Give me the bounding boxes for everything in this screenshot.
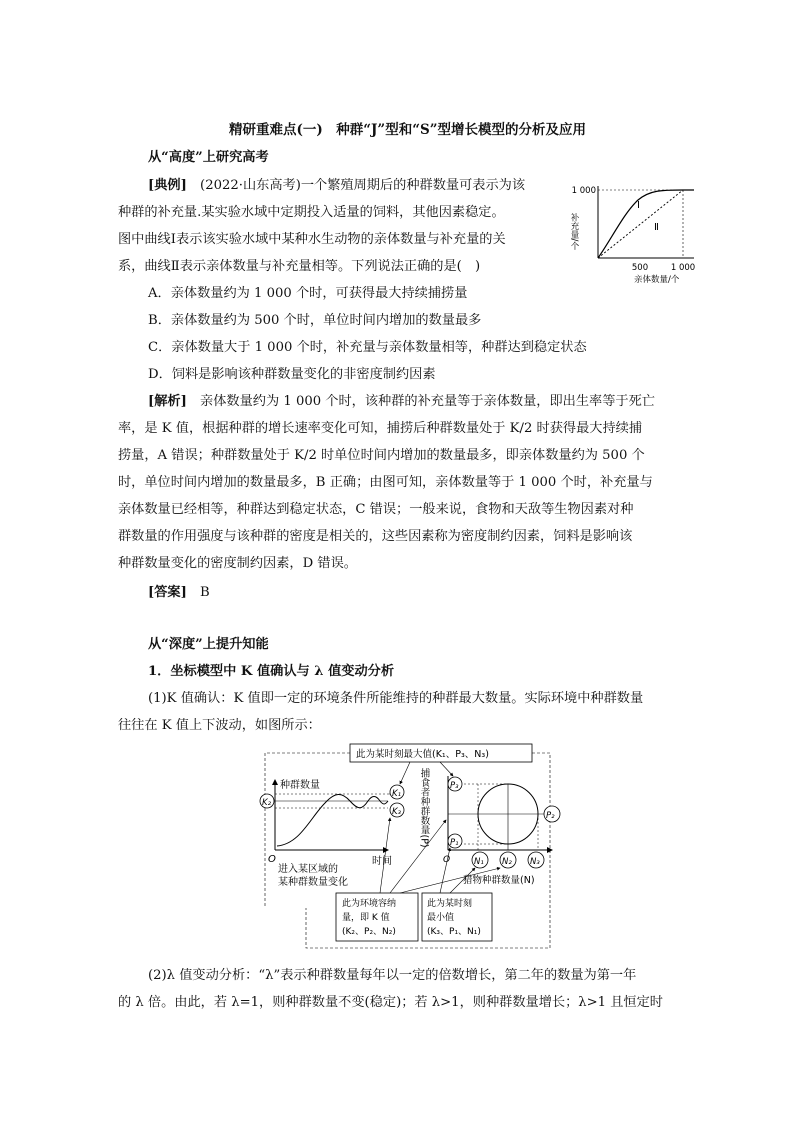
k-para-line-2: 往往在 K 值上下波动，如图所示： xyxy=(118,718,321,733)
population-curve xyxy=(277,794,388,846)
analysis-line-4: 时，单位时间内增加的数量最多，B 正确；由图可知，亲体数量等于 1 000 个时，补充量与 xyxy=(118,475,653,490)
min-box-line-2: 最小值 xyxy=(427,913,455,923)
fig1-y-tick: 1 000 xyxy=(571,186,596,196)
fig1-curve1-label: Ⅰ xyxy=(637,200,640,211)
analysis-line-5: 亲体数量已经相等，种群达到稳定状态，C 错误；一般来说，食物和天敌等生物因素对种 xyxy=(118,502,634,517)
lambda-para-line-2: 的 λ 倍。由此，若 λ=1，则种群数量不变(稳定)；若 λ>1，则种群数量增长；λ>1 且恒定时 xyxy=(118,995,663,1010)
k-para-line-1: (1)K 值确认：K 值即一定的环境条件所能维持的种群最大数量。实际环境中种群数量 xyxy=(148,691,644,706)
fig1-x-label: 亲体数量/个 xyxy=(634,275,680,285)
analysis-line-6: 群数量的作用强度与该种群的密度是相关的，这些因素称为密度制约因素，饲料是影响该 xyxy=(118,529,633,544)
fig1-x-tick-500: 500 xyxy=(631,263,649,273)
k-box-line-1: 此为环境容纳 xyxy=(342,899,397,909)
analysis-text-1: 亲体数量约为 1 000 个时，该种群的补充量等于亲体数量，即出生率等于死亡 xyxy=(200,394,655,409)
example-text: 一个繁殖周期后的种群数量可表示为该 xyxy=(300,178,526,193)
right-x-label: 猎物种群数量(N) xyxy=(463,875,535,886)
n3-label: N₃ xyxy=(530,857,540,867)
fig1-curve-I xyxy=(598,190,694,258)
min-box-line-3: (K₃、P₁、N₁) xyxy=(427,927,481,937)
k3-label: K₃ xyxy=(392,807,401,817)
k1-label: K₁ xyxy=(392,789,401,799)
analysis-line-2: 率，是 K 值，根据种群的增长速率变化可知，捕捞后种群数量处于 K/2 时获得最大持续捕 xyxy=(118,421,643,436)
left-caption-1: 进入某区域的 xyxy=(278,864,338,875)
example-line-2: 种群的补充量.某实验水域中定期投入适量的饲料，其他因素稳定。 xyxy=(118,205,505,220)
answer-tag: [答案] xyxy=(148,585,187,600)
figure-recruitment-curve xyxy=(562,178,702,288)
analysis-line-7: 种群数量变化的密度制约因素，D 错误。 xyxy=(118,556,357,571)
left-caption-2: 某种群数量变化 xyxy=(278,877,348,888)
k-box-line-2: 量，即 K 值 xyxy=(342,913,390,923)
example-line-1 xyxy=(148,177,525,195)
k2-label: K₂ xyxy=(262,798,271,808)
fig1-y-label: 补充量/个 xyxy=(569,213,579,250)
answer-line xyxy=(148,584,210,602)
left-x-label: 时间 xyxy=(372,856,392,867)
page-title: 精研重难点(一) 种群“J”型和“S”型增长模型的分析及应用 xyxy=(229,122,586,138)
example-line-3: 图中曲线Ⅰ表示该实验水域中某种水生动物的亲体数量与补充量的关 xyxy=(118,232,506,247)
fig1-curve2-label: Ⅱ xyxy=(654,222,659,233)
min-box-line-1: 此为某时刻 xyxy=(427,899,473,909)
figure-k-value xyxy=(250,738,580,958)
p3-label: P₃ xyxy=(450,781,459,791)
top-max-box-text: 此为某时刻最大值(K₁、P₃、N₃) xyxy=(356,749,489,760)
option-b: B．亲体数量约为 500 个时，单位时间内增加的数量最多 xyxy=(148,313,482,328)
analysis-line-3: 捞量，A 错误；种群数量处于 K/2 时单位时间内增加的数量最多，即亲体数量约为 500 个 xyxy=(118,448,645,463)
n1-label: N₁ xyxy=(474,857,484,867)
fig1-x-tick-1000: 1 000 xyxy=(670,263,696,273)
section-heading-depth: 从“深度”上提升知能 xyxy=(148,637,269,652)
p1-label: P₁ xyxy=(450,838,459,848)
example-source: (2022·山东高考) xyxy=(200,178,301,193)
arrow-to-p3 xyxy=(440,762,453,776)
n2-label: N₂ xyxy=(502,857,512,867)
answer-value: B xyxy=(200,585,210,600)
lambda-para-line-1: (2)λ 值变动分析：“λ”表示种群数量每年以一定的倍数增长，第二年的数量为第一年 xyxy=(148,968,637,983)
example-line-4: 系，曲线Ⅱ表示亲体数量与补充量相等。下列说法正确的是( ) xyxy=(118,259,481,274)
section-heading-height: 从“高度”上研究高考 xyxy=(148,150,269,165)
analysis-tag: [解析] xyxy=(148,394,187,409)
right-origin: O xyxy=(443,855,451,865)
option-c: C．亲体数量大于 1 000 个时，补充量与亲体数量相等，种群达到稳定状态 xyxy=(148,340,587,355)
left-origin: O xyxy=(268,854,276,865)
option-a: A．亲体数量约为 1 000 个时，可获得最大持续捕捞量 xyxy=(148,286,468,301)
p2-label: P₂ xyxy=(546,811,555,821)
fig1-curve-II xyxy=(598,190,683,258)
subheading-k-lambda: 1．坐标模型中 K 值确认与 λ 值变动分析 xyxy=(148,664,395,679)
left-y-label: 种群数量 xyxy=(280,780,320,791)
right-y-label: 捕食者种群数量(P) xyxy=(418,768,430,848)
k-box-line-3: (K₂、P₂、N₂) xyxy=(342,927,396,937)
example-tag: [典例] xyxy=(148,178,187,193)
arrow-to-k1 xyxy=(400,762,410,784)
option-d: D．饲料是影响该种群数量变化的非密度制约因素 xyxy=(148,367,436,382)
analysis-line-1 xyxy=(148,393,655,411)
